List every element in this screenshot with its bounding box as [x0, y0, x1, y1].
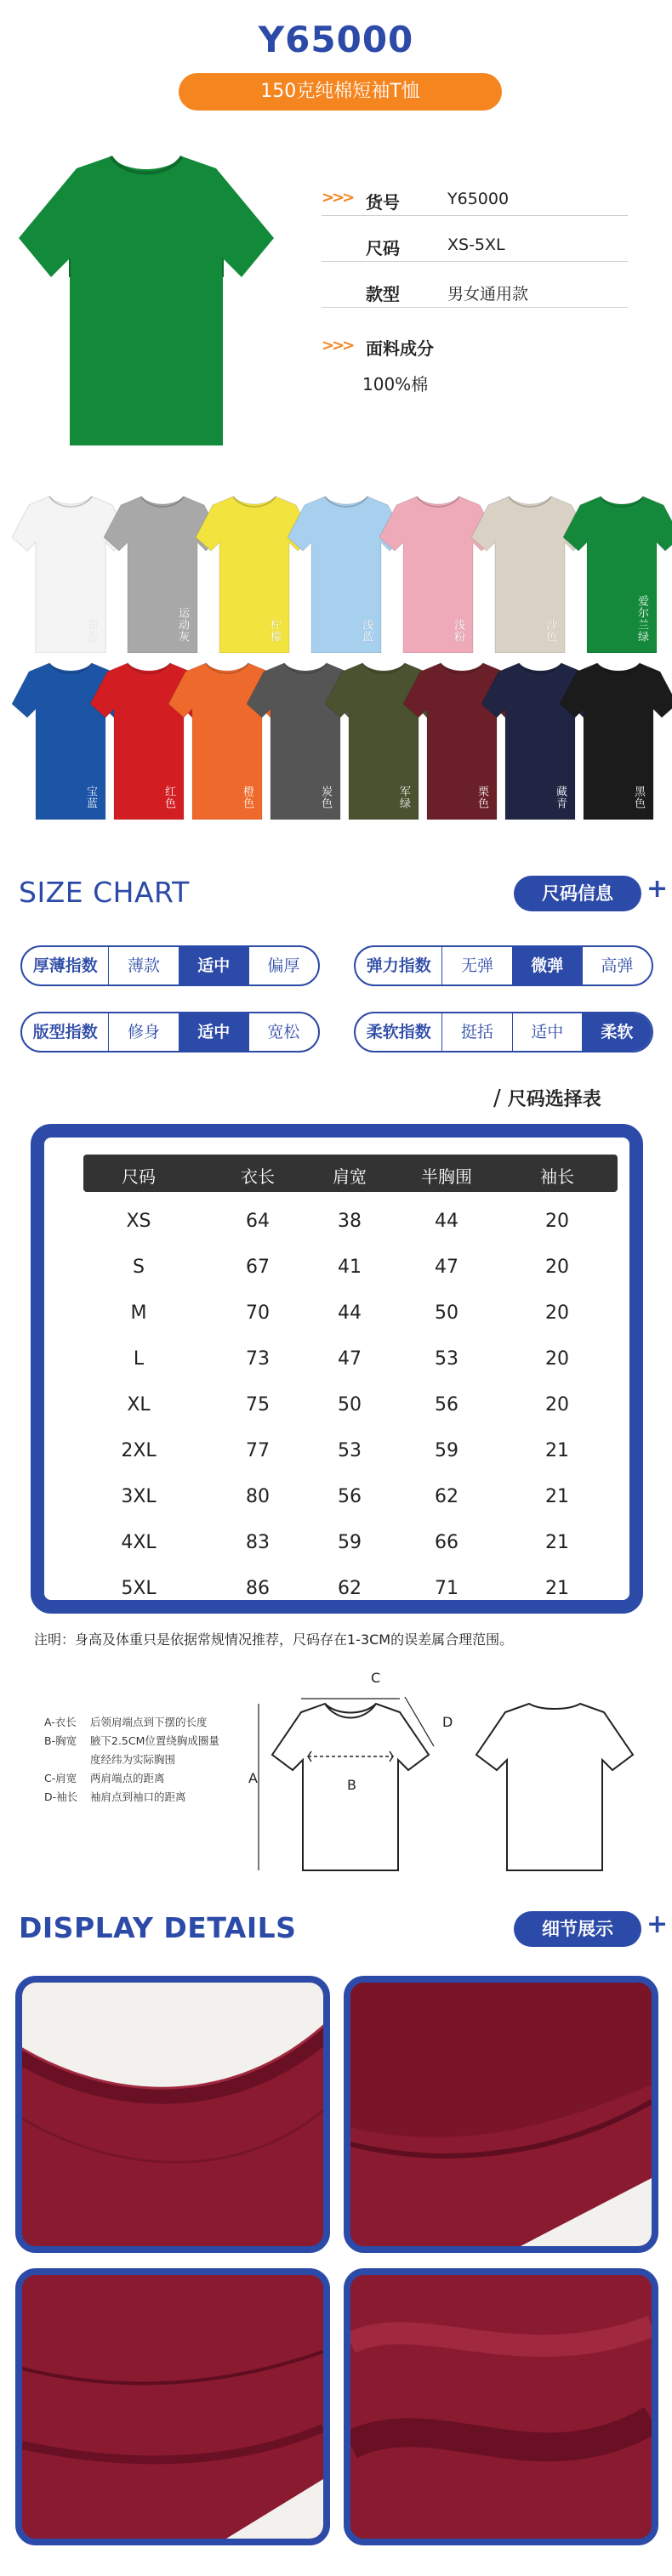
color-name: 爱尔兰绿 [635, 595, 648, 643]
color-name: 柠檬 [268, 619, 281, 643]
spec-value: Y65000 [447, 190, 510, 208]
table-cell: 44 [435, 1211, 458, 1232]
table-cell: 70 [246, 1302, 270, 1324]
color-swatch[interactable] [560, 658, 672, 820]
table-header-cell: 衣长 [241, 1166, 275, 1187]
details-title: DISPLAY DETAILS [19, 1911, 297, 1944]
size-info-pill: 尺码信息 [514, 876, 641, 911]
table-cell: 64 [246, 1211, 270, 1232]
spec-key: 尺码 [366, 238, 400, 258]
table-cell: 62 [338, 1578, 362, 1599]
tshirt-icon [19, 150, 274, 445]
detail-photo-fabric [344, 2268, 658, 2545]
indicator-option: 适中 [512, 1013, 582, 1051]
table-cell: 83 [246, 1532, 270, 1553]
table-cell: S [133, 1257, 145, 1278]
table-cell: 53 [338, 1440, 362, 1461]
table-cell: 4XL [121, 1532, 157, 1553]
table-cell: 47 [435, 1257, 458, 1278]
fabric-value: 100%棉 [362, 374, 429, 394]
table-header-cell: 袖长 [540, 1166, 574, 1187]
indicator-option: 薄款 [108, 947, 178, 984]
color-name: 红色 [162, 786, 175, 809]
indicator-option: 修身 [108, 1013, 178, 1051]
color-swatch[interactable] [563, 491, 672, 653]
size-table-caption: / 尺码选择表 [493, 1086, 601, 1111]
table-cell: 80 [246, 1486, 270, 1507]
spec-key: 货号 [366, 192, 400, 213]
color-name: 白色 [84, 619, 97, 643]
indicator-option: 适中 [179, 1013, 248, 1051]
table-cell: 21 [545, 1578, 569, 1599]
detail-photo-hem [15, 2268, 330, 2545]
spec-value: XS-5XL [447, 235, 505, 254]
indicator-option: 高弹 [582, 947, 652, 984]
measure-label-b: B [347, 1777, 356, 1793]
model-title: Y65000 [258, 19, 414, 60]
indicator-option: 挺括 [441, 1013, 511, 1051]
legend-row: D-袖长 袖肩点到袖口的距离 [44, 1790, 186, 1803]
table-cell: 56 [435, 1394, 458, 1416]
table-cell: XS [126, 1211, 151, 1232]
measure-label-d: D [442, 1714, 453, 1730]
table-cell: L [133, 1348, 145, 1370]
table-cell: 47 [338, 1348, 362, 1370]
table-cell: 3XL [121, 1486, 157, 1507]
tshirt-icon [563, 491, 672, 653]
table-cell: 62 [435, 1486, 458, 1507]
spec-row-sku [322, 180, 628, 216]
legend-row: 度经纬为实际胸围 [90, 1753, 176, 1766]
table-header-cell: 半胸围 [421, 1166, 472, 1187]
legend-row: C-肩宽 两肩端点的距离 [44, 1772, 165, 1784]
table-cell: 41 [338, 1257, 362, 1278]
table-cell: 53 [435, 1348, 458, 1370]
color-name: 运动灰 [176, 607, 189, 643]
spec-value: 男女通用款 [447, 285, 529, 304]
table-cell: 77 [246, 1440, 270, 1461]
indicator-option: 宽松 [248, 1013, 318, 1051]
table-cell: 50 [338, 1394, 362, 1416]
plus-icon: + [646, 1909, 669, 1939]
table-cell: 86 [246, 1578, 270, 1599]
color-name: 黑色 [632, 786, 645, 809]
table-cell: 67 [246, 1257, 270, 1278]
details-pill: 细节展示 [514, 1911, 641, 1947]
spec-row-size [322, 226, 628, 262]
color-name: 军绿 [397, 786, 410, 809]
table-cell: M [130, 1302, 147, 1324]
table-cell: 59 [338, 1532, 362, 1553]
table-header-cell: 肩宽 [333, 1166, 367, 1187]
table-cell: 20 [545, 1348, 569, 1370]
table-cell: XL [127, 1394, 151, 1416]
color-name: 浅蓝 [360, 619, 373, 643]
fabric-title: >>> 面料成分 [322, 337, 434, 359]
table-cell: 21 [545, 1532, 569, 1553]
chevron-icon: >>> [322, 189, 353, 207]
spec-row-fit [322, 272, 628, 308]
plus-icon: + [646, 874, 669, 904]
hero-tshirt-image [19, 150, 274, 445]
table-cell: 73 [246, 1348, 270, 1370]
table-cell: 21 [545, 1440, 569, 1461]
indicator-label: 柔软指数 [366, 1023, 431, 1041]
measure-label-c: C [371, 1670, 381, 1686]
legend-row: A-衣长 后领肩端点到下摆的长度 [44, 1716, 208, 1728]
indicator-label: 厚薄指数 [32, 956, 98, 975]
table-cell: 20 [545, 1211, 569, 1232]
table-cell: 44 [338, 1302, 362, 1324]
indicator-option: 偏厚 [248, 947, 318, 984]
measure-label-a: A [248, 1770, 258, 1786]
table-cell: 5XL [121, 1578, 157, 1599]
chevron-icon: >>> [322, 337, 353, 355]
indicator-option: 无弹 [441, 947, 511, 984]
table-cell: 20 [545, 1257, 569, 1278]
size-chart-title: SIZE CHART [19, 876, 190, 909]
table-cell: 20 [545, 1302, 569, 1324]
indicator-label: 版型指数 [32, 1023, 98, 1041]
table-cell: 2XL [121, 1440, 157, 1461]
color-name: 浅粉 [452, 619, 464, 643]
color-name: 栗色 [476, 786, 488, 809]
table-cell: 20 [545, 1394, 569, 1416]
product-subtitle: 150克纯棉短袖T恤 [179, 73, 502, 111]
indicator-scale [354, 945, 653, 986]
detail-photo-sleeve [344, 1976, 658, 2253]
indicator-scale [20, 1012, 320, 1053]
size-table [31, 1124, 643, 1614]
table-cell: 56 [338, 1486, 362, 1507]
color-name: 橙色 [241, 786, 253, 809]
indicator-option: 柔软 [582, 1013, 652, 1051]
indicator-option: 微弹 [512, 947, 582, 984]
table-cell: 75 [246, 1394, 270, 1416]
color-name: 炭色 [319, 786, 332, 809]
size-note: 注明：身高及体重只是依据常规情况推荐，尺码存在1-3CM的误差属合理范围。 [34, 1631, 514, 1648]
indicator-scale [354, 1012, 653, 1053]
spec-key: 款型 [366, 284, 400, 304]
table-cell: 71 [435, 1578, 458, 1599]
tshirt-icon [560, 658, 672, 820]
table-header-cell: 尺码 [122, 1166, 156, 1187]
color-name: 沙色 [544, 619, 556, 643]
indicator-scale [20, 945, 320, 986]
measure-diagram [248, 1663, 660, 1884]
table-cell: 50 [435, 1302, 458, 1324]
table-cell: 59 [435, 1440, 458, 1461]
indicator-option: 适中 [179, 947, 248, 984]
color-name: 藏青 [554, 786, 567, 809]
color-name: 宝蓝 [84, 786, 97, 809]
size-table-header [83, 1155, 618, 1192]
indicator-label: 弹力指数 [366, 956, 431, 975]
table-cell: 38 [338, 1211, 362, 1232]
table-cell: 66 [435, 1532, 458, 1553]
table-cell: 21 [545, 1486, 569, 1507]
detail-photo-collar [15, 1976, 330, 2253]
legend-row: B-胸宽 腋下2.5CM位置绕胸成圈量 [44, 1734, 219, 1747]
